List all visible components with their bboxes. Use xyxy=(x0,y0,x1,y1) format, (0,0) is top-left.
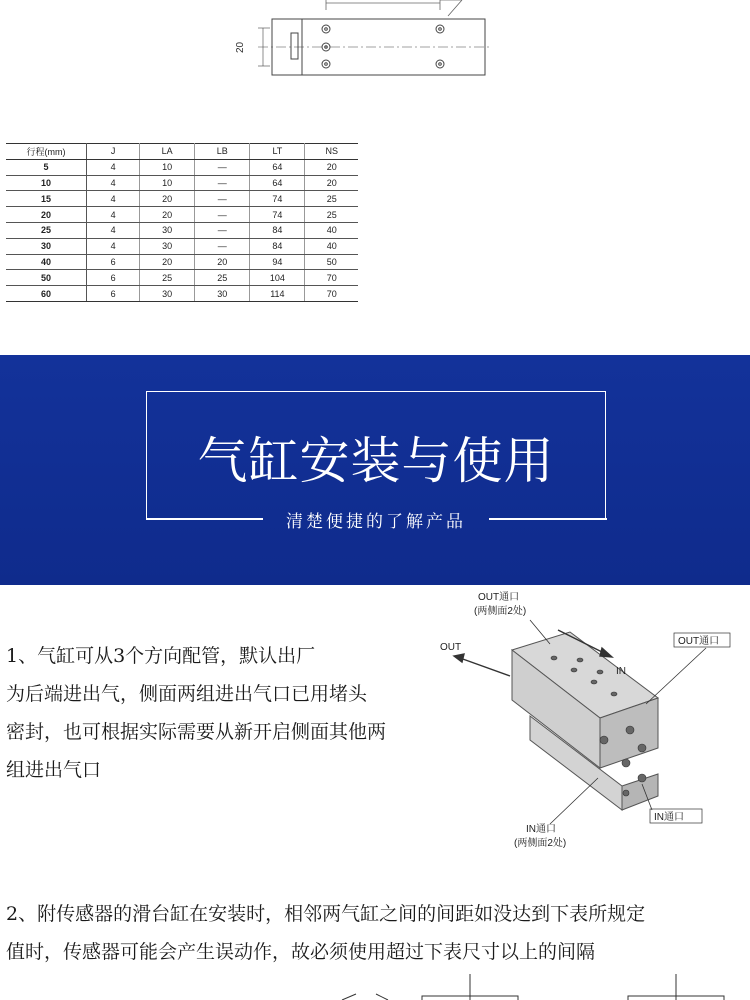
banner-title: 气缸安装与使用 xyxy=(197,432,555,490)
label-out-port-right: OUT通口 xyxy=(678,636,720,647)
install-note-1 xyxy=(6,637,436,789)
col-header-j: J xyxy=(87,144,140,160)
cell: 4 xyxy=(87,238,140,254)
cell: 20 xyxy=(6,207,87,223)
table-row xyxy=(6,191,358,207)
cell: 10 xyxy=(140,159,195,175)
cell: 30 xyxy=(140,286,195,302)
cylinder-port-illustration xyxy=(430,588,750,858)
table-row xyxy=(6,238,358,254)
table-row xyxy=(6,270,358,286)
cell: 74 xyxy=(250,207,305,223)
table-header-row xyxy=(6,144,358,160)
cell: 50 xyxy=(6,270,87,286)
table-row xyxy=(6,254,358,270)
stroke-dimension-table xyxy=(6,143,358,302)
table-row xyxy=(6,286,358,302)
cell: 20 xyxy=(195,254,250,270)
col-header-lb: LB xyxy=(195,144,250,160)
label-in-port-right: IN通口 xyxy=(654,812,684,823)
cell: 4 xyxy=(87,159,140,175)
cell: 20 xyxy=(305,175,358,191)
cell: 94 xyxy=(250,254,305,270)
cell: 6 xyxy=(87,286,140,302)
table-row xyxy=(6,207,358,223)
cell: 20 xyxy=(140,207,195,223)
cell: 10 xyxy=(140,175,195,191)
note-line: 1、气缸可从3个方向配管，默认出厂 xyxy=(6,645,316,667)
cell: 4 xyxy=(87,175,140,191)
cell: — xyxy=(195,207,250,223)
cell: 4 xyxy=(87,191,140,207)
cell: 4 xyxy=(87,222,140,238)
cell: 30 xyxy=(6,238,87,254)
banner-frame-line-right xyxy=(489,518,607,520)
banner-frame-line-left xyxy=(146,518,263,520)
cell: 70 xyxy=(305,270,358,286)
cell: 15 xyxy=(6,191,87,207)
label-in-arrow: IN xyxy=(616,666,626,677)
col-header-stroke: 行程(mm) xyxy=(6,144,87,160)
install-note-2 xyxy=(6,895,746,971)
cell: — xyxy=(195,238,250,254)
cell: 4 xyxy=(87,207,140,223)
cell: 70 xyxy=(305,286,358,302)
cell: — xyxy=(195,175,250,191)
label-out-port-top-sub: (两侧面2处) xyxy=(474,606,527,617)
cell: 5 xyxy=(6,159,87,175)
col-header-ns: NS xyxy=(305,144,358,160)
cell: 40 xyxy=(305,222,358,238)
cell: — xyxy=(195,191,250,207)
cell: 6 xyxy=(87,254,140,270)
cell: 64 xyxy=(250,159,305,175)
table-row xyxy=(6,159,358,175)
label-in-port-bottom: IN通口 xyxy=(526,824,556,835)
cell: 74 xyxy=(250,191,305,207)
cell: 25 xyxy=(6,222,87,238)
cell: 64 xyxy=(250,175,305,191)
cell: 114 xyxy=(250,286,305,302)
cell: — xyxy=(195,222,250,238)
cell: 40 xyxy=(6,254,87,270)
spacing-diagram-partial xyxy=(0,970,750,1000)
cell: 20 xyxy=(140,191,195,207)
section-banner xyxy=(0,355,750,585)
cell: 40 xyxy=(305,238,358,254)
cell: 25 xyxy=(140,270,195,286)
cell: 30 xyxy=(195,286,250,302)
cell: 30 xyxy=(140,238,195,254)
note-line: 2、附传感器的滑台缸在安装时，相邻两气缸之间的间距如没达到下表所规定 xyxy=(6,903,646,925)
label-in-port-bottom-sub: (两侧面2处) xyxy=(514,838,567,849)
cell: 20 xyxy=(305,159,358,175)
cell: 84 xyxy=(250,238,305,254)
cell: 25 xyxy=(195,270,250,286)
label-out-arrow: OUT xyxy=(440,642,462,653)
note-line: 值时，传感器可能会产生误动作，故必须使用超过下表尺寸以上的间隔 xyxy=(6,941,596,963)
cell: — xyxy=(195,159,250,175)
label-out-port-top: OUT通口 xyxy=(478,592,520,603)
note-line: 组进出气口 xyxy=(6,759,102,781)
cell: 6 xyxy=(87,270,140,286)
col-header-lt: LT xyxy=(250,144,305,160)
top-view-drawing xyxy=(0,0,750,110)
cell: 10 xyxy=(6,175,87,191)
cell: 25 xyxy=(305,191,358,207)
cell: 84 xyxy=(250,222,305,238)
cell: 30 xyxy=(140,222,195,238)
col-header-la: LA xyxy=(140,144,195,160)
height-dimension-label: 20 xyxy=(235,41,246,53)
cell: 104 xyxy=(250,270,305,286)
banner-subtitle: 清楚便捷的了解产品 xyxy=(286,512,466,532)
note-line: 密封，也可根据实际需要从新开启侧面其他两 xyxy=(6,721,387,743)
cell: 20 xyxy=(140,254,195,270)
note-line: 为后端进出气，侧面两组进出气口已用堵头 xyxy=(6,683,368,705)
cell: 25 xyxy=(305,207,358,223)
table-row xyxy=(6,175,358,191)
cell: 60 xyxy=(6,286,87,302)
table-row xyxy=(6,222,358,238)
cell: 50 xyxy=(305,254,358,270)
